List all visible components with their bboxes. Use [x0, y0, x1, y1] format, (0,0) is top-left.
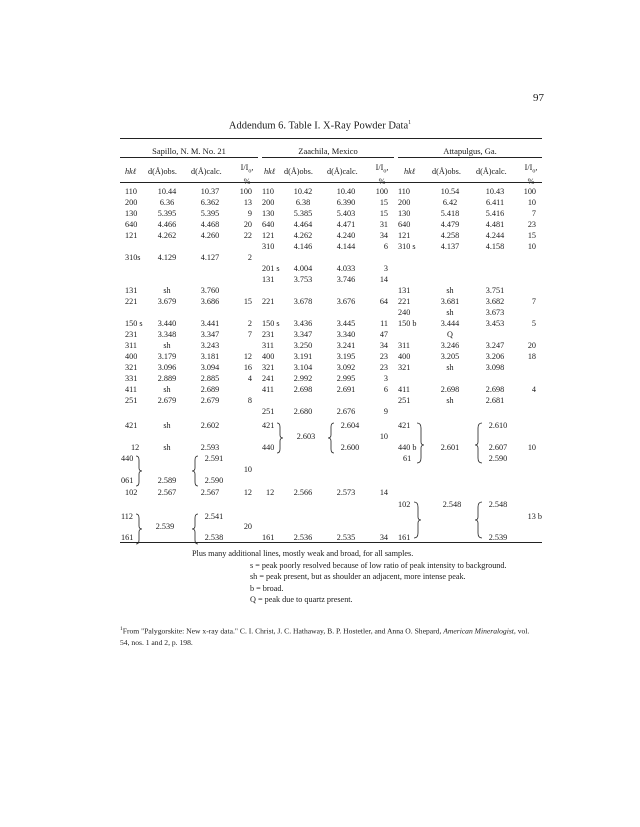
- cell: 131: [398, 285, 411, 295]
- cell: 130: [262, 209, 275, 218]
- cell: 15: [243, 296, 252, 306]
- cell: 3.440: [157, 318, 177, 328]
- footnote-text: From "Palygorskite: New x-ray data." C. I. Christ, J. C. Hathaway, B. P. Hostetler, and Anna O. Shepard,: [122, 626, 444, 636]
- cell: 121: [398, 230, 411, 240]
- cell: 10: [527, 198, 536, 207]
- cell: 3.181: [200, 351, 220, 361]
- cell: 2.676: [336, 406, 356, 416]
- cell: 2.681: [485, 395, 505, 405]
- group-title-attapulgus: Attapulgus, Ga.: [443, 146, 497, 156]
- cell: 4: [247, 373, 252, 383]
- cell: 10.42: [293, 187, 313, 196]
- cell: 4.481: [485, 219, 505, 229]
- cell: 2.680: [293, 406, 313, 416]
- brace-left: [475, 502, 482, 538]
- cell: 4.158: [485, 241, 505, 251]
- cell: 121: [262, 230, 275, 240]
- cell: 2.539: [488, 533, 508, 542]
- cell: 440: [262, 443, 275, 452]
- cell: 5.395: [200, 209, 220, 218]
- col-hkl-3: hkℓ: [404, 167, 416, 176]
- cell: 12: [243, 351, 252, 361]
- cell: 18: [527, 351, 536, 361]
- cell: 14: [379, 274, 388, 284]
- cell: 15: [379, 209, 388, 218]
- col-dobs-1: d(Å)obs.: [148, 167, 177, 176]
- cell: 9: [383, 406, 388, 416]
- cell: 411: [125, 384, 137, 394]
- cell: 23: [379, 351, 388, 361]
- cell: 6.362: [200, 198, 220, 207]
- note-line: sh = peak present, but as shoulder an adjacent, more intense peak.: [250, 572, 466, 582]
- cell: 3.104: [293, 362, 313, 372]
- footnote: [120, 624, 540, 648]
- cell: 411: [262, 384, 274, 394]
- cell: 400: [125, 351, 138, 361]
- cell: 310: [262, 241, 275, 251]
- cell: 4.033: [336, 263, 356, 273]
- cell: 2.538: [204, 533, 224, 542]
- cell: 421: [262, 421, 275, 430]
- cell: 121: [125, 230, 138, 240]
- cell: 3.347: [293, 329, 313, 339]
- cell: 2.567: [157, 488, 177, 497]
- brace-left: [192, 514, 198, 544]
- cell: 47: [379, 329, 388, 339]
- cell: 102: [125, 488, 138, 497]
- cell: 4.240: [336, 230, 356, 240]
- cell: 3.094: [200, 362, 220, 372]
- note-line: s = peak poorly resolved because of low ratio of peak intensity to background.: [250, 560, 507, 570]
- cell: 15: [527, 230, 536, 240]
- cell: 4.466: [157, 219, 177, 229]
- cell: 2.591: [204, 454, 224, 463]
- cell: 6.42: [442, 198, 458, 207]
- cell: 3: [383, 263, 388, 273]
- note-line: b = broad.: [250, 583, 284, 593]
- cell: 13 b: [527, 512, 542, 521]
- cell: 331: [125, 373, 138, 383]
- cell: 311: [125, 340, 137, 350]
- cell: 5.385: [293, 209, 313, 218]
- caption-text: Addendum 6. Table I. X-Ray Powder Data: [228, 120, 409, 132]
- cell: 251: [398, 395, 411, 405]
- cell: 3.681: [440, 296, 460, 306]
- cell: 3.191: [293, 351, 313, 361]
- cell: 12: [266, 488, 275, 497]
- cell: 3.348: [157, 329, 177, 339]
- col-intensity-3: $I/I_o$, %: [524, 163, 538, 186]
- cell: 4.479: [440, 219, 460, 229]
- page-number: 97: [533, 92, 544, 104]
- cell: 161: [398, 533, 411, 542]
- cell: 10.54: [440, 187, 460, 196]
- cell: 131: [262, 274, 275, 284]
- col-hkl-1: hkℓ: [125, 167, 137, 176]
- cell: 6.38: [295, 198, 311, 207]
- group-title-sapillo: Sapillo, N. M. No. 21: [152, 146, 226, 156]
- cell: 3.195: [336, 351, 356, 361]
- cell: 6.390: [336, 198, 356, 207]
- cell: 10.40: [336, 187, 356, 196]
- cell: 2: [247, 252, 252, 262]
- table-notes: [192, 548, 507, 606]
- cell: 221: [125, 296, 138, 306]
- cell: 3.096: [157, 362, 177, 372]
- cell: 2.603: [296, 432, 316, 441]
- cell: 4.262: [157, 230, 177, 240]
- cell: 3.347: [200, 329, 220, 339]
- cell: 321: [262, 362, 275, 372]
- cell: 6: [383, 384, 388, 394]
- brace-right: [417, 423, 424, 463]
- cell: 8: [247, 395, 252, 405]
- cell: 231: [125, 329, 138, 339]
- cell: 20: [527, 340, 536, 350]
- cell: 640: [262, 219, 275, 229]
- cell: 3.453: [485, 318, 505, 328]
- cell: 221: [262, 296, 275, 306]
- cell: 130: [125, 209, 138, 218]
- cell: 3.243: [200, 340, 220, 350]
- cell: sh: [446, 285, 454, 295]
- cell: 110: [398, 187, 410, 196]
- footnote-rest: , vol. 54, nos. 1 and 2, p. 198.: [120, 626, 530, 647]
- cell: 2.601: [440, 443, 460, 452]
- cell: 3.246: [440, 340, 460, 350]
- cell: 12: [131, 443, 140, 452]
- cell: 100: [239, 187, 252, 196]
- footnote-mark: 1: [120, 626, 123, 632]
- cell: 3.206: [485, 351, 505, 361]
- cell: 4.127: [200, 252, 220, 262]
- cell: 3.205: [440, 351, 460, 361]
- col-dobs-2: d(Å)obs.: [284, 167, 313, 176]
- cell: Q: [447, 329, 453, 339]
- cell: 20: [243, 219, 252, 229]
- cell: 10.43: [485, 187, 505, 196]
- cell: 4.258: [440, 230, 460, 240]
- cell: 150 s: [125, 318, 143, 328]
- cell: 311: [398, 340, 410, 350]
- cell: 2.889: [157, 373, 177, 383]
- cell: 4.137: [440, 241, 460, 251]
- cell: 150 s: [262, 318, 280, 328]
- cell: 2.602: [200, 421, 220, 430]
- cell: 440 b: [398, 443, 417, 452]
- col-dcalc-2: d(Å)calc.: [327, 167, 358, 176]
- cell: 400: [398, 351, 411, 361]
- cell: 4.244: [485, 230, 505, 240]
- cell: 3.092: [336, 362, 356, 372]
- col-dobs-3: d(Å)obs.: [432, 167, 461, 176]
- cell: 7: [531, 209, 536, 218]
- cell: sh: [446, 362, 454, 372]
- cell: 3.678: [293, 296, 313, 306]
- cell: 3.098: [485, 362, 505, 372]
- cell: 3.179: [157, 351, 177, 361]
- cell: 10: [243, 465, 252, 474]
- brace-right: [136, 514, 142, 544]
- cell: 3: [383, 373, 388, 383]
- cell: 2.590: [204, 476, 224, 485]
- cell: 100: [523, 187, 536, 196]
- cell: 2.541: [204, 512, 224, 521]
- cell: 5.403: [336, 209, 356, 218]
- cell: 3.760: [200, 285, 220, 295]
- cell: 150 b: [398, 318, 417, 328]
- cell: 2.992: [293, 373, 313, 383]
- cell: 61: [403, 454, 412, 463]
- cell: 7: [247, 329, 252, 339]
- cell: 34: [379, 340, 388, 350]
- cell: sh: [446, 395, 454, 405]
- cell: 2.539: [155, 522, 175, 531]
- cell: 4.260: [200, 230, 220, 240]
- cell: 3.340: [336, 329, 356, 339]
- cell: 6.36: [159, 198, 175, 207]
- cell: 5.416: [485, 209, 505, 218]
- cell: 200: [125, 198, 138, 207]
- cell: 2.536: [293, 533, 313, 542]
- cell: 4.129: [157, 252, 177, 262]
- cell: 64: [379, 296, 388, 306]
- cell: 3.445: [336, 318, 356, 328]
- cell: 200: [262, 198, 275, 207]
- cell: 3.753: [293, 274, 313, 284]
- brace-left: [328, 423, 334, 453]
- cell: 4.471: [336, 219, 356, 229]
- brace-right: [277, 423, 283, 453]
- cell: 311: [262, 340, 274, 350]
- cell: 5: [531, 318, 536, 328]
- cell: 3.441: [200, 318, 220, 328]
- cell: 2.589: [157, 476, 177, 485]
- cell: 4.146: [293, 241, 313, 251]
- cell: 3.673: [485, 307, 505, 317]
- cell: 2.566: [293, 488, 313, 497]
- cell: 2.610: [488, 421, 508, 430]
- cell: 201 s: [262, 263, 280, 273]
- cell: 11: [380, 318, 388, 328]
- col-intensity-2: $I/I_o$, %: [375, 163, 389, 186]
- cell: 4: [531, 384, 536, 394]
- cell: 3.746: [336, 274, 356, 284]
- cell: 6: [383, 241, 388, 251]
- cell: 2.590: [488, 454, 508, 463]
- cell: 2.689: [200, 384, 220, 394]
- cell: 2.567: [200, 488, 220, 497]
- cell: 9: [247, 209, 252, 218]
- cell: 421: [125, 421, 138, 430]
- cell: 251: [125, 395, 138, 405]
- brace-left: [475, 423, 482, 463]
- note-line: Plus many additional lines, mostly weak and broad, for all samples.: [192, 549, 414, 558]
- cell: 2.698: [485, 384, 505, 394]
- col-intensity-1: $I/I_o$, %: [240, 163, 254, 186]
- cell: 2.691: [336, 384, 356, 394]
- col-hkl-2: hkℓ: [264, 167, 276, 176]
- cell: 440: [121, 454, 134, 463]
- cell: 3.751: [485, 285, 505, 295]
- cell: 4.468: [200, 219, 220, 229]
- cell: 321: [125, 362, 138, 372]
- cell: 400: [262, 351, 275, 361]
- cell: sh: [446, 307, 454, 317]
- brace-right: [414, 502, 421, 538]
- cell: 20: [243, 522, 252, 531]
- cell: 112: [121, 512, 133, 521]
- cell: 23: [527, 219, 536, 229]
- cell: 061: [121, 476, 134, 485]
- cell: 310s: [125, 252, 141, 262]
- cell: 5.395: [157, 209, 177, 218]
- cell: 241: [262, 373, 275, 383]
- cell: sh: [163, 340, 171, 350]
- cell: 4.144: [336, 241, 356, 251]
- cell: 2.593: [200, 443, 220, 452]
- cell: 640: [398, 219, 411, 229]
- cell: sh: [163, 421, 171, 430]
- cell: 251: [262, 406, 275, 416]
- cell: 4.004: [293, 263, 313, 273]
- cell: 640: [125, 219, 138, 229]
- cell: 10: [527, 443, 536, 452]
- cell: 221: [398, 296, 411, 306]
- cell: 10.44: [157, 187, 177, 196]
- cell: 2.548: [488, 500, 508, 509]
- cell: sh: [163, 285, 171, 295]
- cell: 23: [379, 362, 388, 372]
- cell: 100: [375, 187, 388, 196]
- cell: 34: [379, 230, 388, 240]
- cell: 3.679: [157, 296, 177, 306]
- cell: 102: [398, 500, 411, 509]
- cell: 34: [379, 533, 388, 542]
- cell: 2.679: [157, 395, 177, 405]
- cell: 15: [379, 198, 388, 207]
- cell: sh: [163, 443, 171, 452]
- cell: 2.698: [293, 384, 313, 394]
- cell: 2.698: [440, 384, 460, 394]
- cell: 16: [243, 362, 252, 372]
- cell: 231: [262, 329, 275, 339]
- cell: 22: [243, 230, 252, 240]
- cell: 4.262: [293, 230, 313, 240]
- footnote-journal: American Mineralogist: [443, 626, 514, 636]
- cell: 7: [531, 296, 536, 306]
- cell: 31: [379, 219, 388, 229]
- cell: 3.676: [336, 296, 356, 306]
- cell: 161: [262, 533, 275, 542]
- cell: 4.464: [293, 219, 313, 229]
- cell: 3.686: [200, 296, 220, 306]
- cell: 310 s: [398, 241, 416, 251]
- group-title-zaachila: Zaachila, Mexico: [298, 146, 358, 156]
- cell: 12: [243, 488, 252, 497]
- cell: 110: [262, 187, 274, 196]
- note-line: Q = peak due to quartz present.: [250, 595, 353, 605]
- cell: 2.607: [488, 443, 508, 452]
- cell: 3.444: [440, 318, 460, 328]
- cell: 200: [398, 198, 411, 207]
- cell: 10.37: [200, 187, 220, 196]
- col-dcalc-3: d(Å)calc.: [476, 167, 507, 176]
- cell: 130: [398, 209, 411, 218]
- cell: 131: [125, 285, 138, 295]
- cell: 6.411: [485, 198, 505, 207]
- caption-footnote-ref: 1: [408, 120, 412, 126]
- cell: 3.250: [293, 340, 313, 350]
- cell: 421: [398, 421, 411, 430]
- cell: 110: [125, 187, 137, 196]
- cell: 240: [398, 307, 411, 317]
- cell: 14: [379, 488, 388, 497]
- cell: 161: [121, 533, 134, 542]
- cell: 10: [527, 241, 536, 251]
- col-dcalc-1: d(Å)calc.: [191, 167, 222, 176]
- cell: 3.436: [293, 318, 313, 328]
- cell: 2.548: [442, 500, 462, 509]
- cell: 3.241: [336, 340, 356, 350]
- cell: 5.418: [440, 209, 460, 218]
- cell: 2: [247, 318, 252, 328]
- cell: 13: [243, 198, 252, 207]
- brace-left: [192, 456, 198, 486]
- cell: 10: [379, 432, 388, 441]
- cell: 2.885: [200, 373, 220, 383]
- cell: 2.535: [336, 533, 356, 542]
- cell: 2.604: [340, 421, 360, 430]
- cell: 2.995: [336, 373, 356, 383]
- cell: 321: [398, 362, 411, 372]
- cell: 3.247: [485, 340, 505, 350]
- cell: 2.573: [336, 488, 356, 497]
- cell: 2.679: [200, 395, 220, 405]
- cell: 411: [398, 384, 410, 394]
- cell: 3.682: [485, 296, 505, 306]
- cell: 2.600: [340, 443, 360, 452]
- brace-right: [136, 456, 142, 486]
- cell: sh: [163, 384, 171, 394]
